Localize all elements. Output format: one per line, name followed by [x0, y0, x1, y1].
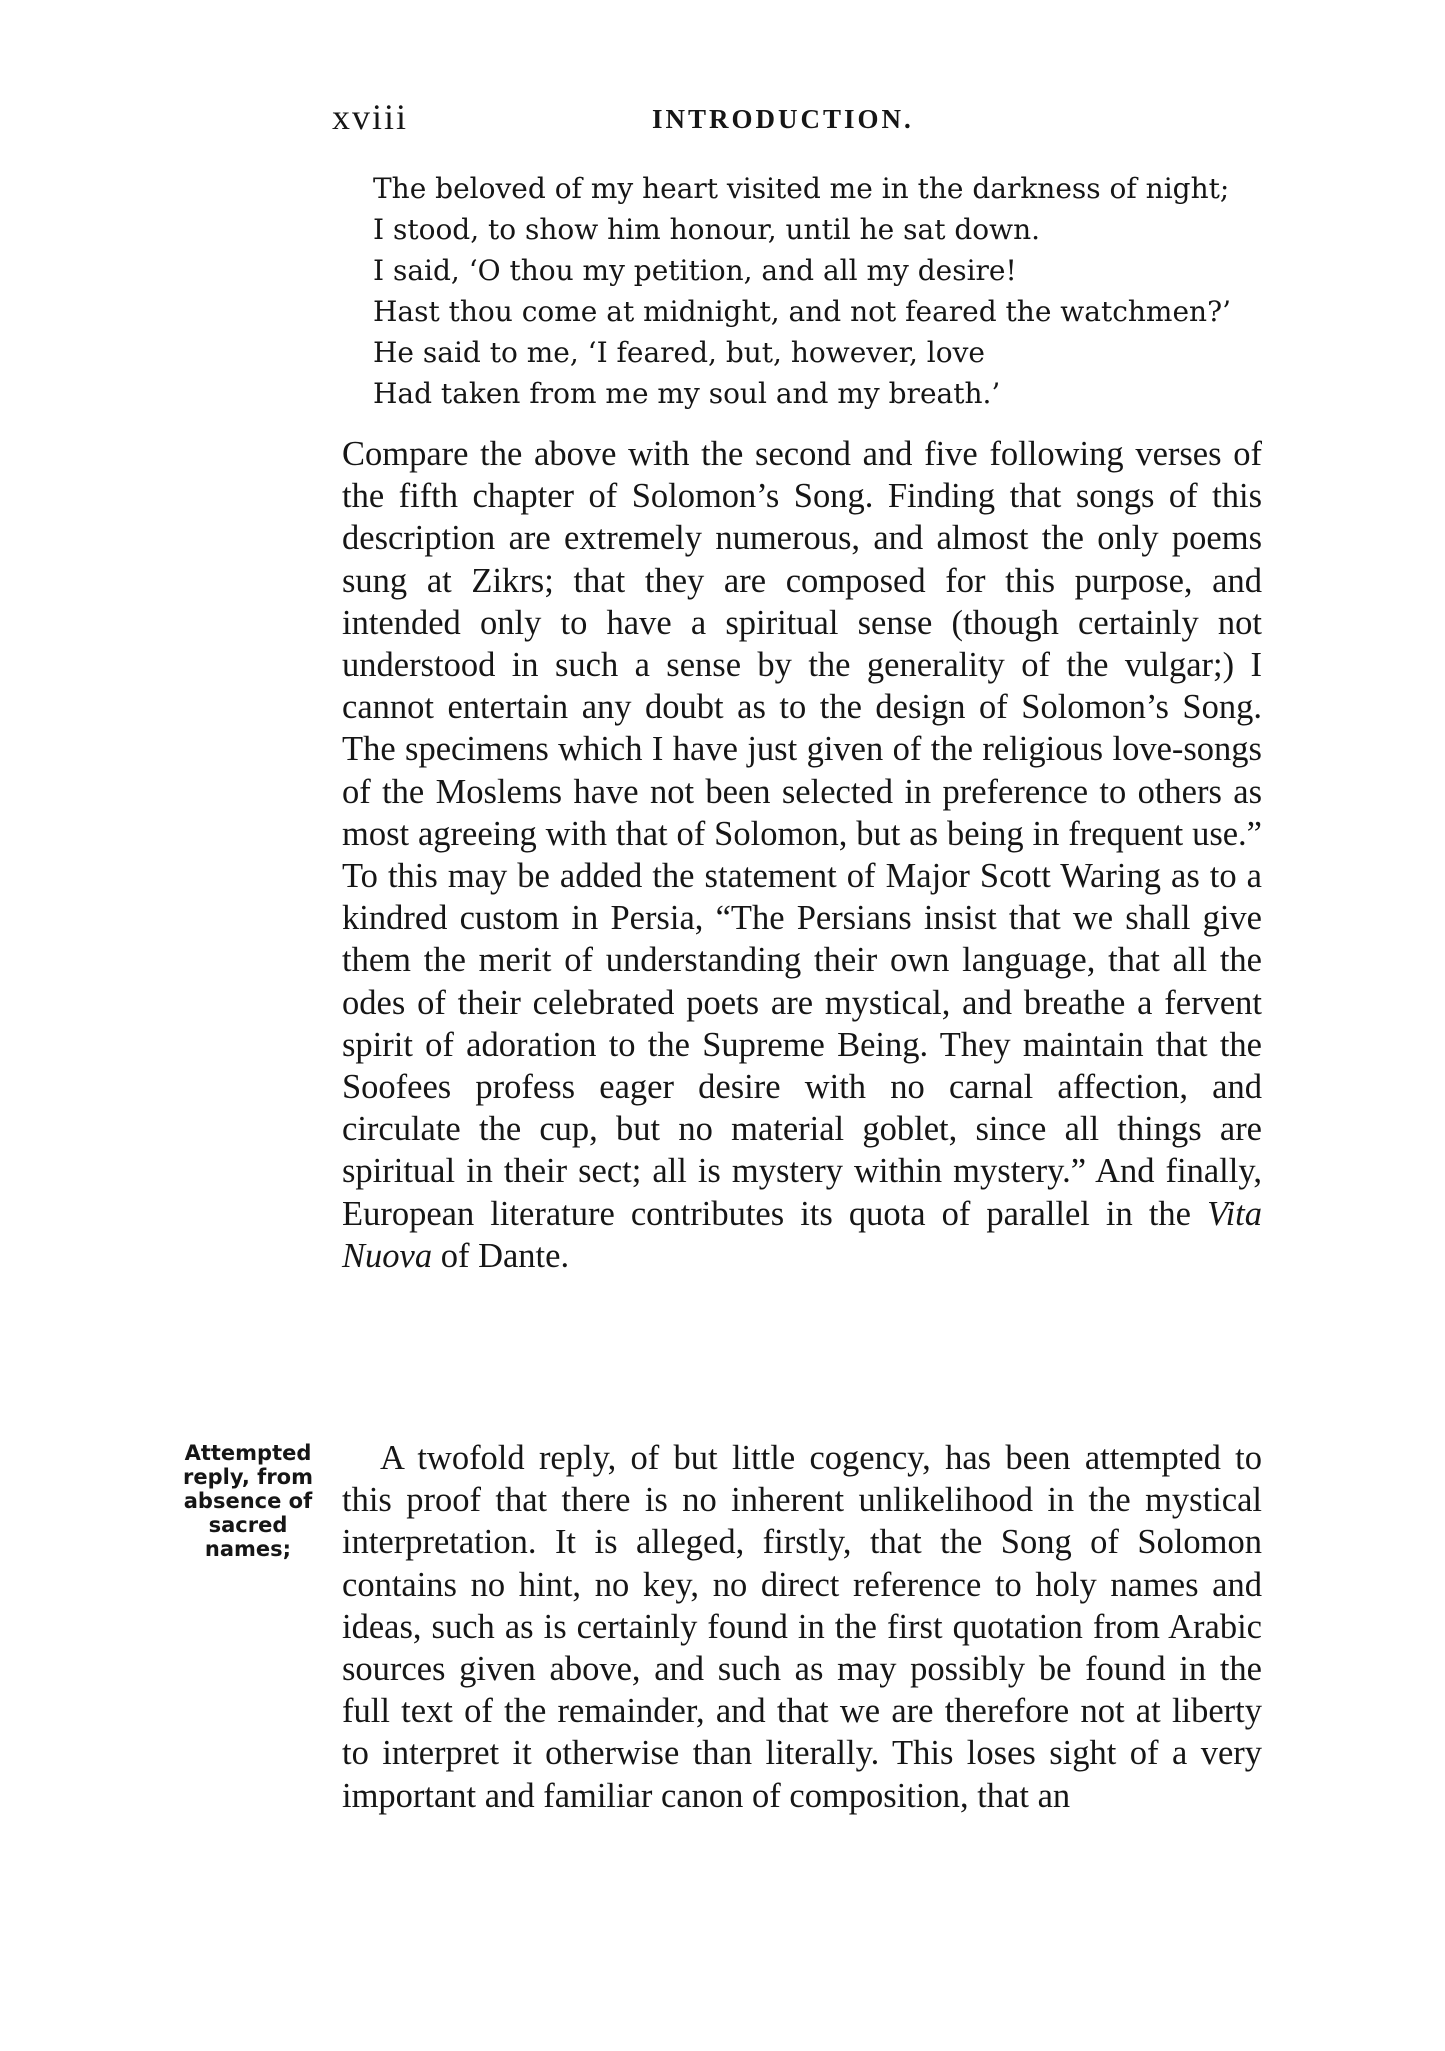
page-header: [332, 96, 1252, 146]
verse-line: Hast thou come at midnight, and not feared the watchmen?’: [373, 295, 1231, 328]
paragraph-text: Compare the above with the second and five following verses of the fifth chapter of Solomon’s Song. Finding that songs of this description are extremely numerous, and almost the only poems sung at Zikrs; that they are composed for this purpose, and intended only to have a spiritual sense (though certainly not understood in such a sense by the generality of the vulgar;) I cannot entertain any doubt as to the design of Solomon’s Song. The specimens which I have just given of the religious love-songs of the Moslems have not been selected in preference to others as most agreeing with that of Solomon, but as being in frequent use.” To this may be added the statement of Major Scott Waring as to a kindred custom in Persia, “The Persians insist that we shall give them the merit of understanding their own language, that all the odes of their celebrated poets are mystical, and breathe a fervent spirit of adoration to the Supreme Being. They maintain that the Soofees profess eager desire with no carnal affection, and circulate the cup, but no material goblet, since all things are spiritual in their sect; all is mystery within mystery.” And finally, European literature contributes its quota of parallel in the: [342, 435, 1262, 1233]
page-number: xviii: [332, 97, 409, 137]
verse-line: I said, ‘O thou my petition, and all my desire!: [373, 254, 1017, 287]
verse-line: The beloved of my heart visited me in the darkness of night;: [373, 172, 1230, 205]
italic-title: Vita Nuova: [342, 1194, 1262, 1275]
margin-note: Attempted reply, from absence of sacred names;: [183, 1441, 313, 1561]
verse-line: I stood, to show him honour, until he sat down.: [373, 213, 1041, 246]
body-paragraph: [342, 433, 1262, 1277]
verse-line: Had taken from me my soul and my breath.’: [373, 377, 1001, 410]
body-paragraph: A twofold reply, of but little cogency, has been attempted to this proof that there is no inherent unlikelihood in the mystical interpretation. It is alleged, firstly, that the Song of Solomon contains no hint, no key, no direct reference to holy names and ideas, such as is certainly found in the first quotation from Arabic sources given above, and such as may possibly be found in the full text of the remainder, and that we are therefore not at liberty to interpret it otherwise than literally. This loses sight of a very important and familiar canon of composition, that an: [342, 1439, 1262, 1815]
running-head: INTRODUCTION.: [652, 104, 914, 134]
verse-line: He said to me, ‘I feared, but, however, love: [373, 336, 985, 369]
verse-quotation: [373, 168, 1273, 414]
paragraph-text: of Dante.: [432, 1236, 570, 1275]
